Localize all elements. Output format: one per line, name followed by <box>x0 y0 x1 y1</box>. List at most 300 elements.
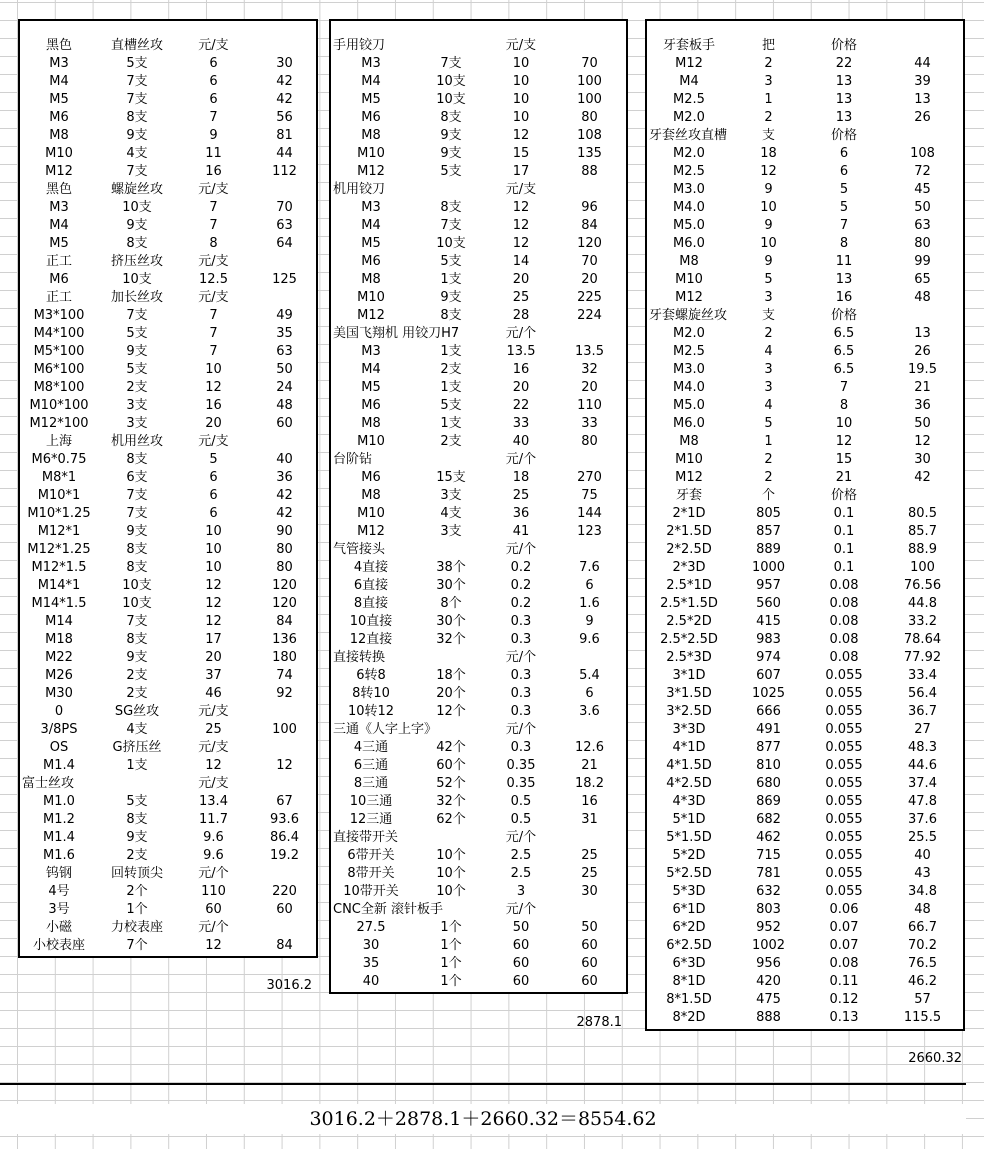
quantity-cell: 1个 <box>440 938 462 953</box>
quantity-cell: 支 <box>761 128 775 143</box>
amount-cell: 44.6 <box>908 758 937 773</box>
quantity-cell: 5支 <box>440 398 462 413</box>
quantity-cell: 10支 <box>436 74 466 89</box>
table-row <box>647 829 963 847</box>
amount-cell: 96 <box>581 200 598 215</box>
quantity-cell: 810 <box>756 758 781 773</box>
table-row <box>20 613 316 631</box>
quantity-cell: 30个 <box>436 614 466 629</box>
item-cell: M10 <box>357 434 385 449</box>
quantity-cell: 2 <box>764 452 773 467</box>
unit-price-cell: 8 <box>209 236 218 251</box>
table-row <box>20 163 316 181</box>
quantity-cell: 5支 <box>126 794 148 809</box>
item-cell: 2*1.5D <box>666 524 712 539</box>
quantity-cell: 支 <box>761 308 775 323</box>
unit-price-cell: 0.3 <box>510 704 532 719</box>
amount-cell: 1.6 <box>579 596 600 611</box>
amount-cell: 30 <box>581 884 598 899</box>
unit-price-cell: 21 <box>835 470 853 485</box>
table-row <box>331 109 626 127</box>
table-row <box>331 865 626 883</box>
amount-cell: 26 <box>914 110 931 125</box>
item-cell: M4 <box>361 362 381 377</box>
item-cell: M10 <box>357 506 385 521</box>
amount-cell: 13 <box>914 326 931 341</box>
amount-cell: 123 <box>577 524 602 539</box>
amount-cell: 120 <box>577 236 602 251</box>
table-row <box>20 649 316 667</box>
item-cell: M5.0 <box>673 398 705 413</box>
amount-cell: 224 <box>577 308 602 323</box>
item-cell: M12*1 <box>37 524 81 539</box>
amount-cell: 120 <box>272 596 297 611</box>
item-cell: 正工 <box>45 290 72 305</box>
quantity-cell: 957 <box>756 578 781 593</box>
item-cell: M6 <box>361 110 381 125</box>
item-cell: 三通《人字上字》 <box>333 722 438 737</box>
item-cell: M14*1 <box>37 578 81 593</box>
quantity-cell: 607 <box>756 668 781 683</box>
amount-cell: 21 <box>581 758 598 773</box>
table-row <box>20 397 316 415</box>
unit-price-cell: 16 <box>205 164 222 179</box>
amount-cell <box>882 307 963 325</box>
table-row <box>647 883 963 901</box>
quantity-cell: 7支 <box>126 164 148 179</box>
unit-price-cell: 15 <box>835 452 853 467</box>
table-row <box>20 757 316 775</box>
unit-price-cell: 元/支 <box>198 290 229 305</box>
table-row <box>20 325 316 343</box>
unit-price-cell: 0.055 <box>825 686 863 701</box>
quantity-cell: 7支 <box>126 614 148 629</box>
amount-cell: 120 <box>272 578 297 593</box>
amount-cell <box>551 325 628 343</box>
unit-price-cell: 7 <box>839 218 849 233</box>
unit-price-cell: 元/支 <box>198 182 229 197</box>
amount-cell: 100 <box>272 722 297 737</box>
quantity-cell: 5 <box>764 416 773 431</box>
unit-price-cell: 0.3 <box>510 614 532 629</box>
table-row <box>331 253 626 271</box>
item-cell: 10带开关 <box>343 884 399 899</box>
quantity-cell: 3支 <box>440 524 462 539</box>
table-row <box>647 217 963 235</box>
amount-cell: 21 <box>914 380 931 395</box>
amount-cell: 56.4 <box>908 686 937 701</box>
table-row <box>331 919 626 937</box>
table-row <box>20 937 316 955</box>
amount-cell: 65 <box>914 272 931 287</box>
amount-cell: 43 <box>914 866 931 881</box>
unit-price-cell: 17 <box>205 632 222 647</box>
amount-cell: 25 <box>581 866 598 881</box>
amount-cell: 49 <box>276 308 293 323</box>
quantity-cell: 9 <box>764 254 773 269</box>
quantity-cell: 7支 <box>126 488 148 503</box>
unit-price-cell: 22 <box>512 398 530 413</box>
unit-price-cell: 7 <box>209 110 218 125</box>
amount-cell: 50 <box>914 416 931 431</box>
unit-price-cell: 22 <box>835 56 853 71</box>
amount-cell: 74 <box>276 668 293 683</box>
amount-cell: 63 <box>276 218 293 233</box>
table-row <box>331 847 626 865</box>
quantity-cell: 52个 <box>436 776 466 791</box>
unit-price-cell: 6.5 <box>833 362 855 377</box>
amount-cell: 93.6 <box>270 812 299 827</box>
table-row <box>647 901 963 919</box>
quantity-cell: 632 <box>756 884 781 899</box>
amount-cell: 30 <box>276 56 293 71</box>
item-cell: 2.5*3D <box>666 650 712 665</box>
table-row <box>647 325 963 343</box>
amount-cell: 88.9 <box>908 542 937 557</box>
quantity-cell: 1个 <box>440 920 462 935</box>
table-row <box>20 91 316 109</box>
table-row <box>647 397 963 415</box>
table-row <box>331 595 626 613</box>
item-cell: 3*3D <box>672 722 706 737</box>
unit-price-cell: 2.5 <box>510 848 532 863</box>
unit-price-cell: 16 <box>512 362 530 377</box>
amount-cell: 42 <box>914 470 931 485</box>
quantity-cell <box>411 721 491 739</box>
quantity-cell: 983 <box>756 632 781 647</box>
unit-price-cell: 0.055 <box>825 848 863 863</box>
unit-price-cell: 60 <box>205 902 222 917</box>
item-cell: M10 <box>45 146 73 161</box>
table-row <box>331 577 626 595</box>
quantity-cell: 10 <box>760 200 777 215</box>
unit-price-cell: 0.5 <box>510 812 532 827</box>
unit-price-cell: 0.055 <box>825 758 863 773</box>
unit-price-cell: 12 <box>512 200 530 215</box>
quantity-cell: 10个 <box>436 884 466 899</box>
item-cell: 4直接 <box>353 560 389 575</box>
amount-cell <box>882 487 963 505</box>
table-row <box>647 865 963 883</box>
amount-cell: 57 <box>914 992 931 1007</box>
table-row <box>647 613 963 631</box>
quantity-cell: 螺旋丝攻 <box>110 182 163 197</box>
quantity-cell: 42个 <box>436 740 466 755</box>
table-row <box>331 739 626 757</box>
item-cell: M3*100 <box>33 308 85 323</box>
table-row <box>331 793 626 811</box>
quantity-cell: 1个 <box>440 974 462 989</box>
amount-cell: 48 <box>276 398 293 413</box>
quantity-cell: 9支 <box>126 524 148 539</box>
quantity-cell: 8支 <box>126 542 148 557</box>
table-row <box>331 37 626 55</box>
item-cell: 2.5*1.5D <box>660 596 718 611</box>
unit-price-cell: 0.2 <box>510 560 532 575</box>
quantity-cell: 8支 <box>440 110 462 125</box>
table-row <box>647 343 963 361</box>
unit-price-cell: 0.1 <box>833 506 855 521</box>
unit-price-cell: 3 <box>516 884 526 899</box>
table-row <box>331 901 626 919</box>
amount-cell: 180 <box>272 650 297 665</box>
amount-cell: 25 <box>581 848 598 863</box>
amount-cell: 33 <box>581 416 598 431</box>
quantity-cell <box>411 541 491 559</box>
quantity-cell: 1个 <box>126 902 148 917</box>
item-cell: M10 <box>357 290 385 305</box>
unit-price-cell: 0.055 <box>825 830 863 845</box>
item-cell: M8*100 <box>33 380 85 395</box>
quantity-cell: 9支 <box>126 344 148 359</box>
unit-price-cell: 10 <box>205 362 222 377</box>
amount-cell: 80 <box>581 110 598 125</box>
quantity-cell: 2支 <box>126 686 148 701</box>
table-row <box>331 289 626 307</box>
amount-cell: 30 <box>914 452 931 467</box>
item-cell: M10 <box>675 272 703 287</box>
unit-price-cell: 12 <box>205 614 222 629</box>
table-row <box>647 667 963 685</box>
unit-price-cell: 50 <box>512 920 530 935</box>
unit-price-cell: 10 <box>512 110 530 125</box>
unit-price-cell: 0.08 <box>829 578 859 593</box>
table-row <box>331 973 626 991</box>
item-cell: M30 <box>45 686 73 701</box>
item-cell: 5*1D <box>672 812 706 827</box>
amount-cell: 63 <box>276 344 293 359</box>
item-cell: M3 <box>49 56 69 71</box>
table-row <box>647 919 963 937</box>
unit-price-cell: 9.6 <box>203 848 224 863</box>
table-row <box>331 487 626 505</box>
unit-price-cell: 5 <box>209 452 218 467</box>
item-cell: M12*1.5 <box>31 560 87 575</box>
amount-cell <box>551 901 628 919</box>
unit-price-cell: 0.08 <box>829 596 859 611</box>
table-row <box>20 253 316 271</box>
quantity-cell <box>411 325 491 343</box>
quantity-cell: 1支 <box>440 416 462 431</box>
table-row <box>647 433 963 451</box>
table-row <box>647 253 963 271</box>
table-row <box>20 73 316 91</box>
table-row <box>331 361 626 379</box>
unit-price-cell: 0.13 <box>829 1010 859 1025</box>
amount-cell: 12 <box>914 434 931 449</box>
quantity-cell: 8支 <box>126 632 148 647</box>
table-row <box>331 613 626 631</box>
item-cell: M5 <box>361 92 381 107</box>
quantity-cell: 机用丝攻 <box>110 434 163 449</box>
unit-price-cell: 11 <box>205 146 222 161</box>
amount-cell <box>551 37 628 55</box>
quantity-cell: 直槽丝攻 <box>110 38 163 53</box>
table-row <box>20 901 316 919</box>
quantity-cell: 30个 <box>436 578 466 593</box>
item-cell: 0 <box>54 704 64 719</box>
quantity-cell: 5 <box>764 272 773 287</box>
quantity-cell: 4支 <box>126 146 148 161</box>
unit-price-cell: 元/支 <box>198 254 229 269</box>
reamer-fitting-price-table <box>329 19 628 994</box>
table-row <box>331 721 626 739</box>
unit-price-cell: 6 <box>209 56 218 71</box>
quantity-cell: 3支 <box>126 398 148 413</box>
item-cell: 4*2.5D <box>666 776 712 791</box>
quantity-cell: 415 <box>756 614 781 629</box>
unit-price-cell: 12 <box>512 236 530 251</box>
amount-cell: 48 <box>914 902 931 917</box>
quantity-cell: 475 <box>756 992 781 1007</box>
item-cell: M6.0 <box>673 416 705 431</box>
table-row <box>331 559 626 577</box>
amount-cell: 67 <box>276 794 293 809</box>
item-cell: 2*2.5D <box>666 542 712 557</box>
quantity-cell: 2个 <box>126 884 148 899</box>
table-row <box>647 1009 963 1027</box>
item-cell: 牙套 <box>675 488 702 503</box>
quantity-cell: 7支 <box>126 74 148 89</box>
unit-price-cell: 20 <box>205 416 222 431</box>
table-row <box>20 469 316 487</box>
quantity-cell: 1025 <box>751 686 786 701</box>
quantity-cell: 10个 <box>436 866 466 881</box>
amount-cell: 42 <box>276 506 293 521</box>
amount-cell: 84 <box>581 218 598 233</box>
unit-price-cell: 60 <box>512 938 530 953</box>
quantity-cell: 952 <box>756 920 781 935</box>
item-cell: 小磁 <box>45 920 72 935</box>
amount-cell: 37.4 <box>908 776 937 791</box>
amount-cell: 42 <box>276 74 293 89</box>
unit-price-cell: 0.07 <box>829 938 859 953</box>
quantity-cell: 2 <box>764 470 773 485</box>
item-cell: 直接转换 <box>333 650 386 665</box>
unit-price-cell: 价格 <box>830 128 857 143</box>
quantity-cell <box>411 649 491 667</box>
unit-price-cell: 价格 <box>830 38 857 53</box>
unit-price-cell: 元/个 <box>505 830 537 845</box>
unit-price-cell: 60 <box>512 956 530 971</box>
amount-cell: 70 <box>581 56 598 71</box>
amount-cell: 108 <box>910 146 935 161</box>
unit-price-cell: 元/支 <box>198 38 229 53</box>
table-row <box>647 739 963 757</box>
amount-cell: 92 <box>276 686 293 701</box>
table-row <box>20 217 316 235</box>
quantity-cell: 682 <box>756 812 781 827</box>
unit-price-cell: 0.055 <box>825 722 863 737</box>
quantity-cell: 2 <box>764 110 773 125</box>
quantity-cell: 2支 <box>440 362 462 377</box>
unit-price-cell: 7 <box>839 380 849 395</box>
table-row <box>20 271 316 289</box>
amount-cell: 78.64 <box>903 632 942 647</box>
quantity-cell: 3支 <box>440 488 462 503</box>
unit-price-cell: 10 <box>512 92 530 107</box>
amount-cell: 70 <box>276 200 293 215</box>
table-row <box>331 829 626 847</box>
table-row <box>331 703 626 721</box>
quantity-cell: 32个 <box>436 794 466 809</box>
table-row <box>647 451 963 469</box>
table-row <box>20 685 316 703</box>
quantity-cell: 回转顶尖 <box>110 866 163 881</box>
quantity-cell: 877 <box>756 740 781 755</box>
item-cell: M3 <box>49 200 69 215</box>
table-row <box>647 163 963 181</box>
item-cell: M2.0 <box>673 326 705 341</box>
unit-price-cell: 17 <box>512 164 530 179</box>
table-row <box>20 415 316 433</box>
unit-price-cell: 110 <box>201 884 226 899</box>
item-cell: M10*1.25 <box>27 506 91 521</box>
amount-cell: 80 <box>276 542 293 557</box>
quantity-cell: 2 <box>764 326 773 341</box>
unit-price-cell: 46 <box>205 686 222 701</box>
table-row <box>20 127 316 145</box>
item-cell: M2.5 <box>673 344 705 359</box>
item-cell: M12 <box>357 308 385 323</box>
amount-cell: 86.4 <box>270 830 299 845</box>
item-cell: 3*1.5D <box>666 686 712 701</box>
quantity-cell: 1个 <box>440 956 462 971</box>
unit-price-cell: 10 <box>205 560 222 575</box>
unit-price-cell: 0.5 <box>510 794 532 809</box>
unit-price-cell: 16 <box>835 290 853 305</box>
table-row <box>20 379 316 397</box>
unit-price-cell: 0.3 <box>510 686 532 701</box>
table-row <box>647 775 963 793</box>
unit-price-cell: 0.055 <box>825 740 863 755</box>
amount-cell: 50 <box>276 362 293 377</box>
amount-cell: 35 <box>276 326 293 341</box>
quantity-cell: 20个 <box>436 686 466 701</box>
unit-price-cell: 6.5 <box>833 326 855 341</box>
table-row <box>331 379 626 397</box>
table-row <box>647 235 963 253</box>
item-cell: M5 <box>49 236 69 251</box>
quantity-cell: 10支 <box>436 92 466 107</box>
unit-price-cell: 13.5 <box>506 344 536 359</box>
item-cell: M12 <box>675 470 703 485</box>
item-cell: M2.5 <box>673 92 705 107</box>
amount-cell: 3.6 <box>579 704 600 719</box>
unit-price-cell: 10 <box>512 74 530 89</box>
unit-price-cell: 元/支 <box>505 38 537 53</box>
quantity-cell: 889 <box>756 542 781 557</box>
quantity-cell: 974 <box>756 650 781 665</box>
item-cell: 台阶钻 <box>333 452 373 467</box>
amount-cell: 36 <box>914 398 931 413</box>
quantity-cell <box>411 37 491 55</box>
table-row <box>647 73 963 91</box>
unit-price-cell: 7 <box>209 308 218 323</box>
table-row <box>647 181 963 199</box>
amount-cell: 26 <box>914 344 931 359</box>
table-row <box>20 235 316 253</box>
table-row <box>647 523 963 541</box>
item-cell: M8 <box>361 128 381 143</box>
quantity-cell: 3 <box>764 74 773 89</box>
unit-price-cell: 12 <box>205 596 222 611</box>
item-cell: M4 <box>361 74 381 89</box>
quantity-cell: 888 <box>756 1010 781 1025</box>
amount-cell: 36 <box>276 470 293 485</box>
item-cell: 黑色 <box>45 38 72 53</box>
amount-cell: 19.5 <box>908 362 937 377</box>
